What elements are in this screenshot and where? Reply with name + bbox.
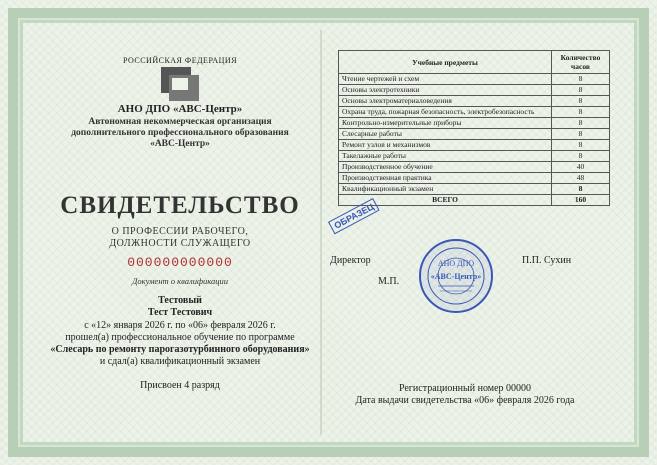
org-full-line-1: Автономная некоммерческая организация bbox=[88, 117, 272, 127]
subject-hours: 8 bbox=[552, 118, 610, 129]
table-row bbox=[339, 184, 610, 195]
grade-assigned: Присвоен 4 разряд bbox=[140, 380, 220, 391]
subjects-table bbox=[338, 50, 610, 206]
subject-name: Такелажные работы bbox=[339, 151, 552, 162]
table-row bbox=[339, 107, 610, 118]
subject-name: Квалификационный экзамен bbox=[339, 184, 552, 195]
subject-name: Ремонт узлов и механизмов bbox=[339, 140, 552, 151]
org-full-line-2: дополнительного профессионального образования bbox=[71, 128, 289, 138]
subtitle-line-2: ДОЛЖНОСТИ СЛУЖАЩЕГО bbox=[109, 238, 251, 249]
recipient-surname: Тестовый bbox=[158, 295, 202, 306]
total-label: ВСЕГО bbox=[339, 195, 552, 206]
director-label: Директор bbox=[330, 255, 371, 266]
column-header-subject: Учебные предметы bbox=[339, 51, 552, 74]
total-hours: 160 bbox=[552, 195, 610, 206]
document-type: Документ о квалификации bbox=[131, 276, 229, 286]
table-row bbox=[339, 74, 610, 85]
exam-statement: и сдал(а) квалификационный экзамен bbox=[99, 356, 261, 367]
recipient-name: Тест Тестович bbox=[147, 307, 213, 318]
program-name: «Слесарь по ремонту парогазотурбинного оборудования» bbox=[50, 344, 310, 355]
subject-name: Основы электротехники bbox=[339, 85, 552, 96]
subject-hours: 8 bbox=[552, 85, 610, 96]
study-period: с «12» января 2026 г. по «06» февраля 2026 г. bbox=[84, 320, 276, 331]
issue-date: Дата выдачи свидетельства «06» февраля 2026 года bbox=[355, 395, 575, 406]
organization-seal-icon bbox=[418, 238, 494, 314]
org-full-line-3: «АВС-Центр» bbox=[150, 139, 210, 149]
subject-hours: 8 bbox=[552, 140, 610, 151]
director-name: П.П. Сухин bbox=[522, 255, 572, 266]
subject-hours: 8 bbox=[552, 151, 610, 162]
org-short-name: АНО ДПО «АВС-Центр» bbox=[117, 103, 243, 115]
table-row bbox=[339, 85, 610, 96]
serial-number: 000000000000 bbox=[127, 255, 233, 270]
program-intro: прошел(а) профессиональное обучение по программе bbox=[65, 332, 295, 343]
subject-hours: 48 bbox=[552, 173, 610, 184]
country-label: РОССИЙСКАЯ ФЕДЕРАЦИЯ bbox=[122, 56, 238, 65]
seal-place-label: М.П. bbox=[378, 276, 400, 287]
subject-name: Производственное обучение bbox=[339, 162, 552, 173]
subject-hours: 8 bbox=[552, 74, 610, 85]
fold-line bbox=[320, 30, 322, 435]
seal-top-text: АНО ДПО bbox=[437, 259, 475, 268]
subject-hours: 8 bbox=[552, 107, 610, 118]
org-logo-icon bbox=[161, 67, 199, 101]
table-row bbox=[339, 96, 610, 107]
subject-name: Чтение чертежей и схем bbox=[339, 74, 552, 85]
org-full-name bbox=[60, 117, 300, 150]
subject-hours: 40 bbox=[552, 162, 610, 173]
table-row bbox=[339, 162, 610, 173]
subject-name: Производственная практика bbox=[339, 173, 552, 184]
table-row bbox=[339, 118, 610, 129]
subject-hours: 8 bbox=[552, 129, 610, 140]
registration-number: Регистрационный номер 00000 bbox=[398, 383, 532, 394]
subject-name: Слесарные работы bbox=[339, 129, 552, 140]
table-header-row bbox=[339, 51, 610, 74]
subject-name: Основы электроматериаловедения bbox=[339, 96, 552, 107]
table-row bbox=[339, 151, 610, 162]
subject-hours: 8 bbox=[552, 184, 610, 195]
table-row bbox=[339, 140, 610, 151]
subject-hours: 8 bbox=[552, 96, 610, 107]
column-header-hours: Количество часов bbox=[552, 51, 610, 74]
document-title: СВИДЕТЕЛЬСТВО bbox=[60, 192, 300, 219]
subtitle-line-1: О ПРОФЕССИИ РАБОЧЕГО, bbox=[111, 226, 249, 237]
table-row bbox=[339, 129, 610, 140]
seal-center-text: «АВС-Центр» bbox=[430, 272, 482, 281]
table-row bbox=[339, 173, 610, 184]
subject-name: Охрана труда, пожарная безопасность, электробезопасность bbox=[339, 107, 552, 118]
document-subtitle bbox=[80, 226, 280, 250]
subject-name: Контрольно-измерительные приборы bbox=[339, 118, 552, 129]
sample-watermark: ОБРАЗЕЦ bbox=[328, 198, 380, 234]
table-total-row bbox=[339, 195, 610, 206]
